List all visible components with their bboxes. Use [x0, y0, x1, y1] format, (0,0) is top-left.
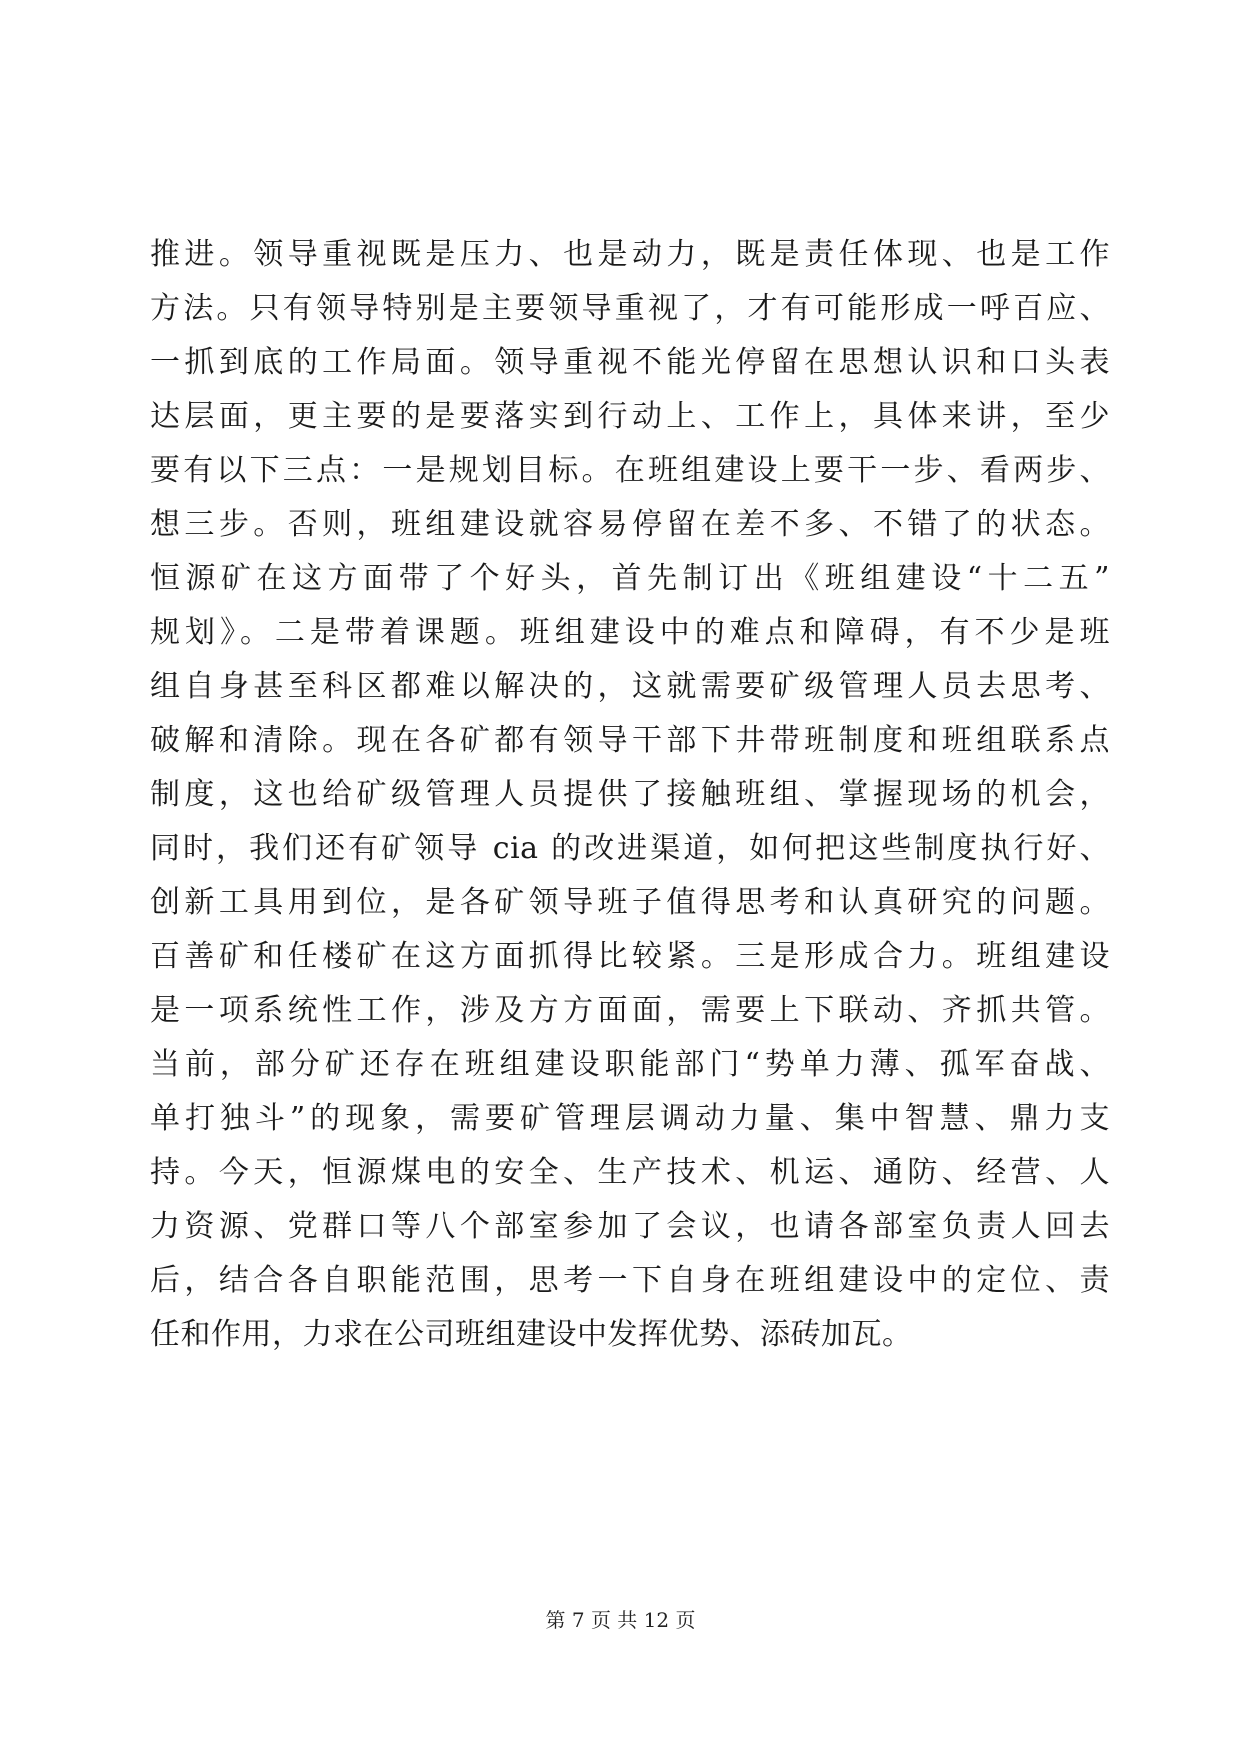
- text-line: 百善矿和任楼矿在这方面抓得比较紧。三是形成合力。班组建设: [150, 939, 1110, 974]
- text-line: 方法。只有领导特别是主要领导重视了，才有可能形成一呼百应、: [150, 291, 1110, 326]
- text-line: 持。今天，恒源煤电的安全、生产技术、机运、通防、经营、人: [150, 1155, 1110, 1190]
- text-line: 同时，我们还有矿领导 cia 的改进渠道，如何把这些制度执行好、: [150, 831, 1110, 866]
- text-line: 推进。领导重视既是压力、也是动力，既是责任体现、也是工作: [150, 237, 1110, 272]
- text-line: 恒源矿在这方面带了个好头，首先制订出《班组建设“十二五”: [150, 561, 1110, 596]
- text-line: 达层面，更主要的是要落实到行动上、工作上，具体来讲，至少: [150, 399, 1110, 434]
- text-line: 要有以下三点：一是规划目标。在班组建设上要干一步、看两步、: [150, 453, 1110, 488]
- text-line: 是一项系统性工作，涉及方方面面，需要上下联动、齐抓共管。: [150, 993, 1110, 1028]
- text-line: 创新工具用到位，是各矿领导班子值得思考和认真研究的问题。: [150, 885, 1110, 920]
- text-line: 规划》。二是带着课题。班组建设中的难点和障碍，有不少是班: [150, 615, 1110, 650]
- text-line: 制度，这也给矿级管理人员提供了接触班组、掌握现场的机会，: [150, 777, 1110, 812]
- text-line: 组自身甚至科区都难以解决的，这就需要矿级管理人员去思考、: [150, 669, 1110, 704]
- text-line: 当前，部分矿还存在班组建设职能部门“势单力薄、孤军奋战、: [150, 1047, 1110, 1082]
- text-line: 后，结合各自职能范围，思考一下自身在班组建设中的定位、责: [150, 1263, 1110, 1298]
- text-line: 任和作用，力求在公司班组建设中发挥优势、添砖加瓦。: [150, 1317, 913, 1352]
- page-number-footer: 第 7 页 共 12 页: [545, 1608, 696, 1632]
- text-line: 想三步。否则，班组建设就容易停留在差不多、不错了的状态。: [150, 507, 1110, 542]
- text-line: 破解和清除。现在各矿都有领导干部下井带班制度和班组联系点: [150, 723, 1110, 758]
- text-line: 力资源、党群口等八个部室参加了会议，也请各部室负责人回去: [150, 1209, 1110, 1244]
- text-line: 一抓到底的工作局面。领导重视不能光停留在思想认识和口头表: [150, 345, 1110, 380]
- text-line: 单打独斗”的现象，需要矿管理层调动力量、集中智慧、鼎力支: [150, 1101, 1110, 1136]
- body-paragraph: [150, 228, 1110, 1362]
